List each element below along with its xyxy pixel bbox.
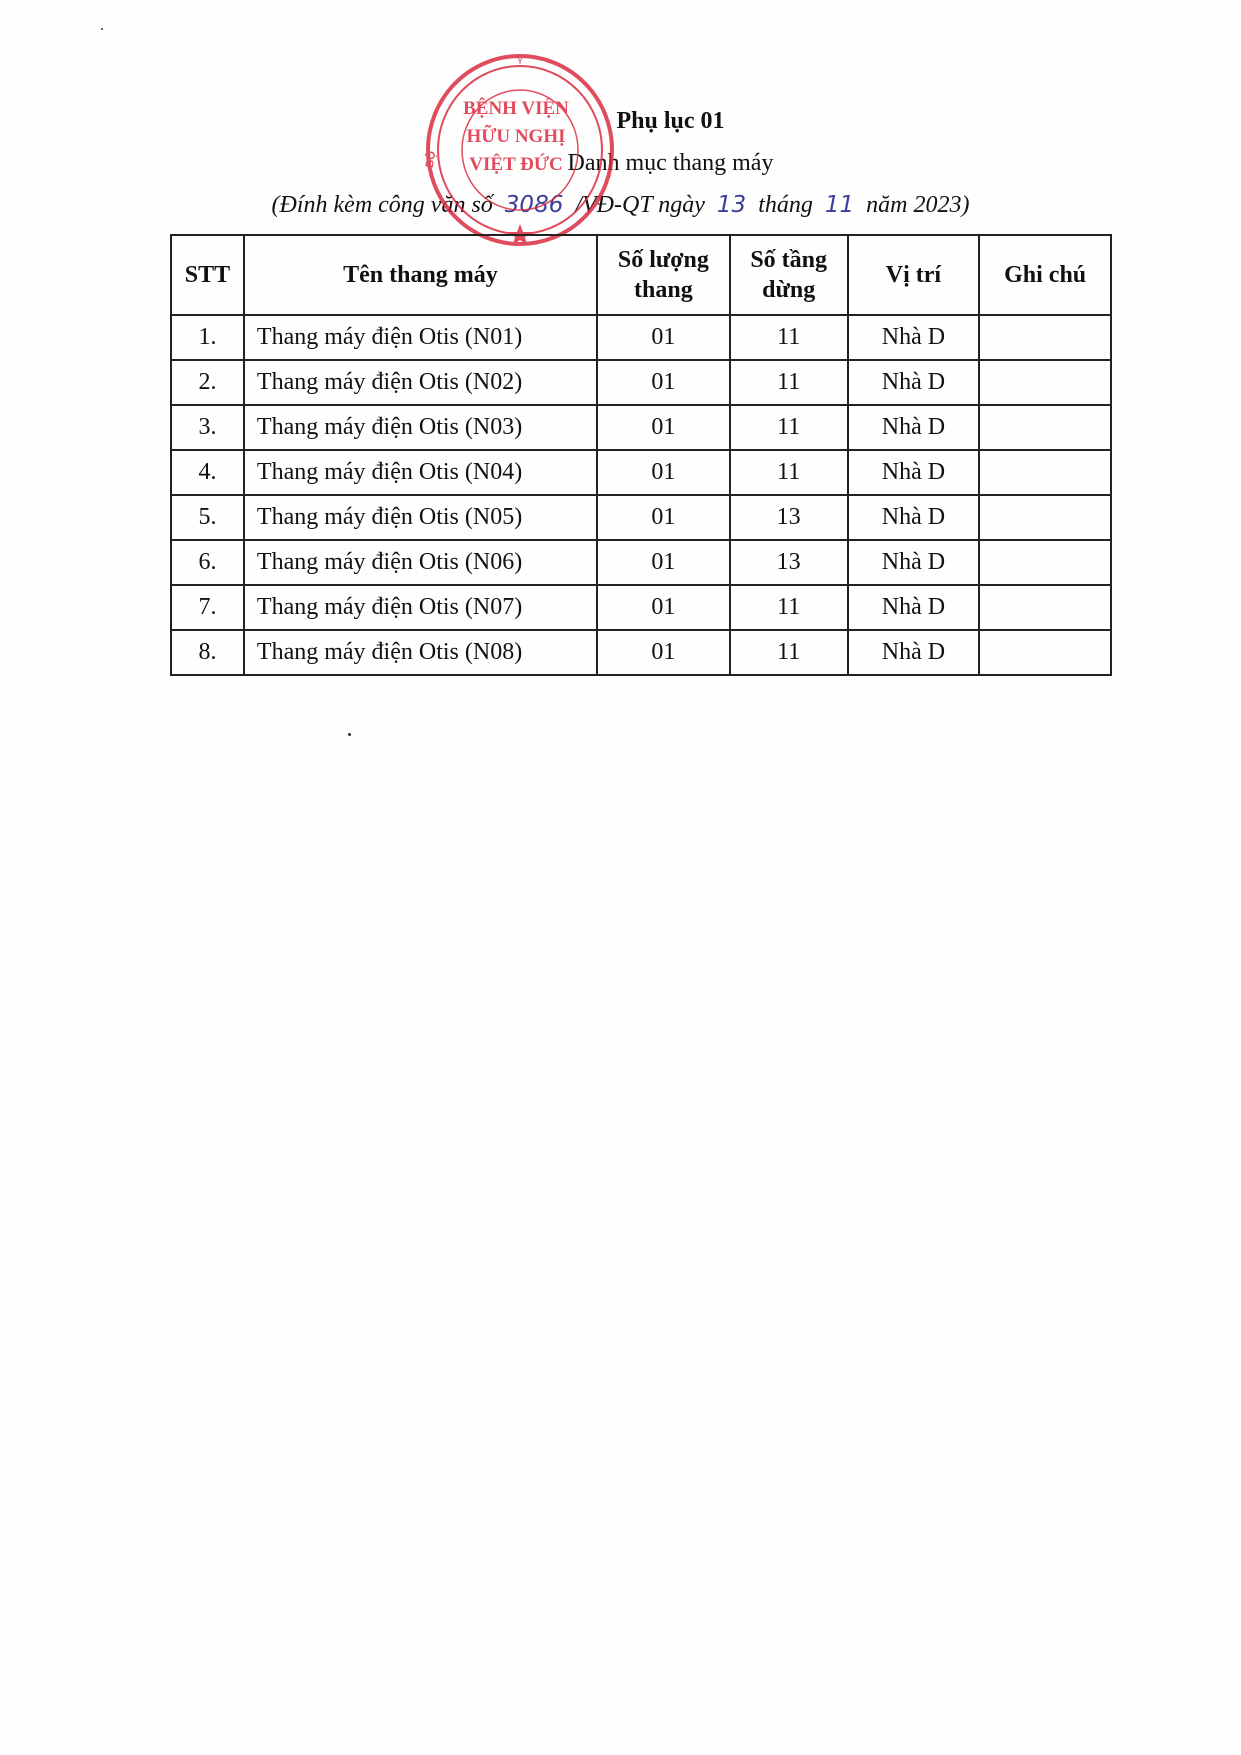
table-body [171, 315, 1111, 675]
cell-floors: 11 [730, 585, 848, 630]
table-header-row [171, 235, 1111, 315]
header-elevator-name: Tên thang máy [244, 235, 597, 315]
cell-notes [979, 450, 1111, 495]
cell-stt: 1. [171, 315, 244, 360]
scan-speck [348, 733, 351, 736]
scan-speck [101, 28, 103, 30]
attachment-doc-code: /VĐ-QT ngày [575, 192, 705, 218]
attachment-suffix: năm 2023) [866, 192, 970, 218]
cell-quantity: 01 [597, 585, 730, 630]
cell-stt: 8. [171, 630, 244, 675]
table-row [171, 360, 1111, 405]
handwritten-month: 11 [824, 192, 855, 218]
cell-stt: 3. [171, 405, 244, 450]
cell-notes [979, 360, 1111, 405]
cell-quantity: 01 [597, 495, 730, 540]
cell-elevator-name: Thang máy điện Otis (N01) [244, 315, 597, 360]
elevator-list-table [170, 234, 1112, 676]
cell-location: Nhà D [848, 360, 980, 405]
cell-elevator-name: Thang máy điện Otis (N04) [244, 450, 597, 495]
cell-quantity: 01 [597, 540, 730, 585]
seal-top-text: Y [516, 55, 524, 67]
cell-notes [979, 540, 1111, 585]
cell-quantity: 01 [597, 315, 730, 360]
cell-stt: 7. [171, 585, 244, 630]
attachment-prefix: (Đính kèm công văn số [271, 192, 493, 218]
header-floors: Số tầng dừng [730, 235, 848, 315]
table-row [171, 315, 1111, 360]
cell-notes [979, 405, 1111, 450]
cell-floors: 11 [730, 630, 848, 675]
seal-line-1: BỆNH VIỆN [463, 98, 569, 119]
header-location: Vị trí [848, 235, 980, 315]
seal-line-3: VIỆT ĐỨC [469, 154, 563, 175]
seal-line-2: HỮU NGHỊ [466, 126, 566, 147]
header-quantity: Số lượng thang [597, 235, 730, 315]
cell-quantity: 01 [597, 630, 730, 675]
table-row [171, 585, 1111, 630]
cell-notes [979, 630, 1111, 675]
cell-elevator-name: Thang máy điện Otis (N08) [244, 630, 597, 675]
header-notes: Ghi chú [979, 235, 1111, 315]
cell-location: Nhà D [848, 405, 980, 450]
cell-location: Nhà D [848, 540, 980, 585]
table-row [171, 495, 1111, 540]
table-row [171, 450, 1111, 495]
cell-notes [979, 495, 1111, 540]
cell-location: Nhà D [848, 495, 980, 540]
document-subtitle: Danh mục thang máy [567, 150, 774, 176]
cell-elevator-name: Thang máy điện Otis (N06) [244, 540, 597, 585]
table-row [171, 540, 1111, 585]
cell-floors: 11 [730, 450, 848, 495]
header-stt: STT [171, 235, 244, 315]
handwritten-doc-number: 3086 [504, 192, 564, 218]
document-title: Phụ lục 01 [616, 108, 725, 134]
cell-elevator-name: Thang máy điện Otis (N03) [244, 405, 597, 450]
seal-side-text: BỘ [423, 150, 439, 169]
cell-quantity: 01 [597, 360, 730, 405]
cell-location: Nhà D [848, 585, 980, 630]
cell-quantity: 01 [597, 450, 730, 495]
cell-stt: 6. [171, 540, 244, 585]
cell-elevator-name: Thang máy điện Otis (N02) [244, 360, 597, 405]
cell-notes [979, 315, 1111, 360]
cell-quantity: 01 [597, 405, 730, 450]
cell-stt: 2. [171, 360, 244, 405]
table-row [171, 630, 1111, 675]
cell-location: Nhà D [848, 315, 980, 360]
cell-stt: 5. [171, 495, 244, 540]
cell-floors: 11 [730, 360, 848, 405]
cell-floors: 11 [730, 405, 848, 450]
cell-floors: 13 [730, 495, 848, 540]
attachment-month-label: tháng [758, 192, 813, 218]
cell-location: Nhà D [848, 630, 980, 675]
cell-notes [979, 585, 1111, 630]
cell-floors: 13 [730, 540, 848, 585]
cell-elevator-name: Thang máy điện Otis (N07) [244, 585, 597, 630]
table-row [171, 405, 1111, 450]
cell-stt: 4. [171, 450, 244, 495]
cell-floors: 11 [730, 315, 848, 360]
cell-location: Nhà D [848, 450, 980, 495]
attachment-reference [0, 192, 1241, 219]
cell-elevator-name: Thang máy điện Otis (N05) [244, 495, 597, 540]
handwritten-day: 13 [716, 192, 747, 218]
